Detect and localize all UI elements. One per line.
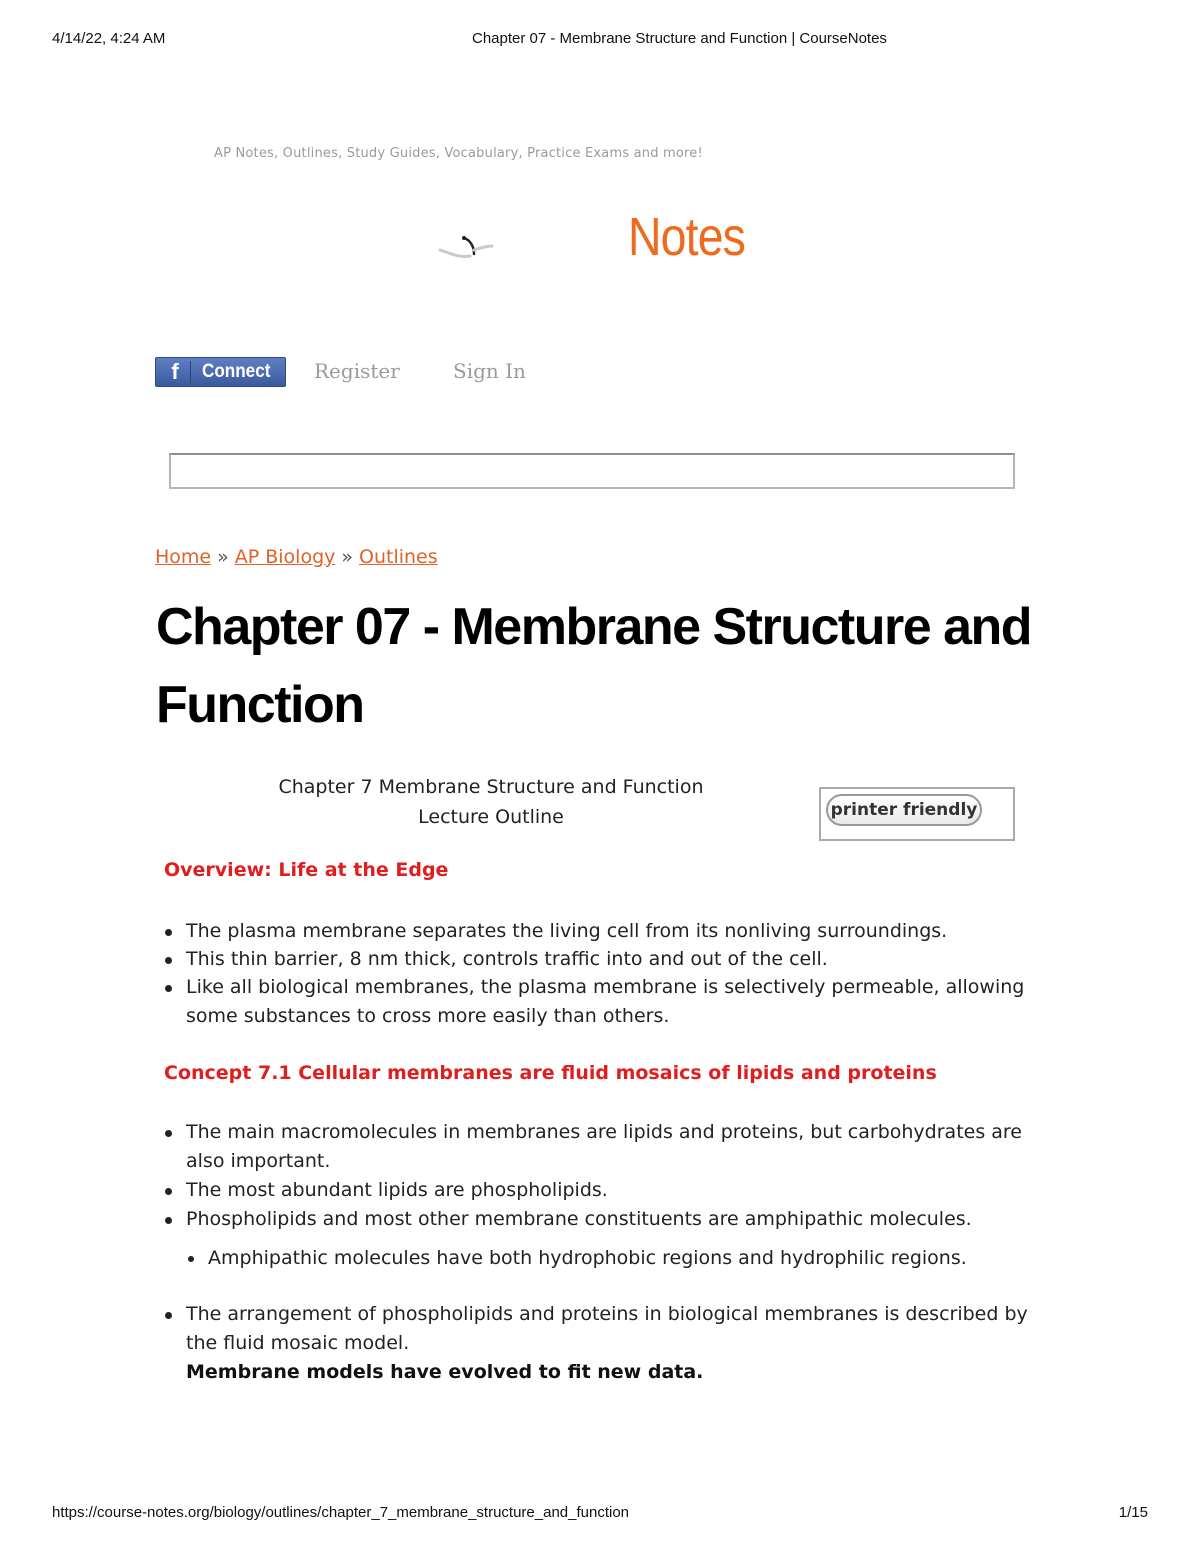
print-url: https://course-notes.org/biology/outlines/chapter_7_membrane_structure_and_function (52, 1504, 630, 1521)
list-item: The main macromolecules in membranes are lipids and proteins, but carbohydrates are also important. (186, 1118, 1046, 1176)
facebook-connect-button[interactable] (155, 357, 286, 387)
list-item: The most abundant lipids are phospholipids. (186, 1176, 1046, 1205)
breadcrumb (155, 546, 438, 568)
printer-friendly-button[interactable]: printer friendly (826, 794, 982, 826)
site-logo-text[interactable]: Notes (628, 207, 746, 267)
list-item: This thin barrier, 8 nm thick, controls traffic into and out of the cell. (186, 945, 1046, 974)
outline-header-line-1: Chapter 7 Membrane Structure and Function (278, 776, 704, 798)
logo-swoosh-icon (436, 228, 498, 264)
list-item (186, 1300, 1046, 1387)
list-item-text: The arrangement of phospholipids and proteins in biological membranes is described by the fluid mosaic model. (186, 1303, 1028, 1354)
breadcrumb-home[interactable]: Home (155, 546, 212, 568)
breadcrumb-separator: » (217, 546, 229, 568)
list-item: Phospholipids and most other membrane constituents are amphipathic molecules. (186, 1205, 1046, 1234)
concept-bullet-list (164, 1118, 1046, 1234)
print-page-number: 1/15 (1118, 1504, 1148, 1521)
breadcrumb-separator: » (341, 546, 353, 568)
list-item: The plasma membrane separates the living cell from its nonliving surroundings. (186, 917, 1046, 946)
concept-bullet-list-continued (164, 1300, 1046, 1387)
facebook-connect-label: Connect (202, 361, 271, 382)
print-header (52, 30, 1148, 50)
outline-header-line-2: Lecture Outline (418, 806, 564, 828)
search-input[interactable] (169, 453, 1015, 489)
register-link[interactable]: Register (314, 359, 400, 383)
print-footer (52, 1504, 1148, 1524)
breadcrumb-outlines[interactable]: Outlines (359, 546, 438, 568)
sign-in-link[interactable]: Sign In (453, 359, 526, 383)
overview-bullet-list (164, 917, 1046, 1031)
section-heading-overview: Overview: Life at the Edge (164, 859, 449, 881)
outline-header (276, 772, 706, 832)
bold-statement: Membrane models have evolved to fit new data. (186, 1361, 704, 1383)
print-date: 4/14/22, 4:24 AM (52, 30, 166, 47)
breadcrumb-ap-biology[interactable]: AP Biology (234, 546, 336, 568)
print-doc-title: Chapter 07 - Membrane Structure and Function | CourseNotes (472, 30, 887, 47)
site-tagline: AP Notes, Outlines, Study Guides, Vocabulary, Practice Exams and more! (214, 146, 703, 161)
printer-friendly-box (819, 787, 1015, 841)
concept-sub-bullet-list (186, 1244, 1048, 1273)
list-item: Like all biological membranes, the plasma membrane is selectively permeable, allowing some substances to cross more easily than others. (186, 973, 1046, 1031)
page-title: Chapter 07 - Membrane Structure and Function (156, 598, 1032, 734)
list-item: Amphipathic molecules have both hydrophobic regions and hydrophilic regions. (208, 1244, 1048, 1273)
section-heading-concept-7-1: Concept 7.1 Cellular membranes are fluid mosaics of lipids and proteins (164, 1062, 937, 1084)
facebook-icon: f (166, 361, 191, 383)
